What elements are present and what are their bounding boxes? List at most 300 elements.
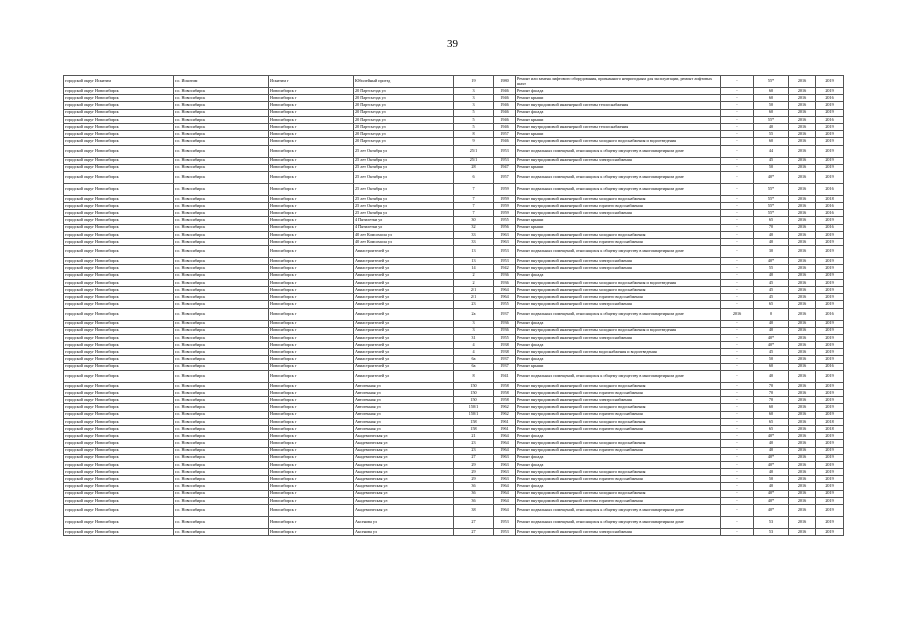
- year-cell: 1964: [494, 490, 516, 497]
- cost-cell: 45: [754, 157, 789, 164]
- settlement-cell: Новосибирск г: [269, 116, 354, 123]
- work-type-cell: Ремонт внутридомовой инженерной системы холодного водоснабжения и водоотведения: [516, 279, 721, 286]
- year-cell: 1964: [494, 286, 516, 293]
- settlement-cell: Новосибирск г: [269, 320, 354, 327]
- end-year-cell: 2019: [816, 131, 844, 138]
- municipality-cell: городской округ Новосибирск: [64, 123, 174, 130]
- street-cell: Авиастроителей ул: [354, 356, 454, 363]
- house-cell: 13: [454, 258, 494, 265]
- table-row: [64, 279, 844, 286]
- table-row: [64, 440, 844, 447]
- year-cell: 1980: [494, 76, 516, 88]
- street-cell: 20 Партсъезда ул: [354, 116, 454, 123]
- end-year-cell: 2018: [816, 425, 844, 432]
- city-cell: г.о. Новосибирск: [174, 411, 269, 418]
- start-year-cell: 2016: [789, 476, 816, 483]
- start-year-cell: 2016: [789, 529, 816, 536]
- year-cell: 1964: [494, 447, 516, 454]
- settlement-cell: Новосибирск г: [269, 433, 354, 440]
- col8-cell: -: [721, 356, 754, 363]
- col8-cell: -: [721, 433, 754, 440]
- municipality-cell: городской округ Новосибирск: [64, 505, 174, 517]
- end-year-cell: 2019: [816, 404, 844, 411]
- house-cell: 6а: [454, 363, 494, 370]
- start-year-cell: 2016: [789, 145, 816, 157]
- col8-cell: -: [721, 217, 754, 224]
- start-year-cell: 2016: [789, 517, 816, 529]
- cost-cell: 40*: [754, 454, 789, 461]
- municipality-cell: городской округ Новосибирск: [64, 279, 174, 286]
- house-cell: 27: [454, 529, 494, 536]
- start-year-cell: 2016: [789, 363, 816, 370]
- municipality-cell: городской округ Новосибирск: [64, 138, 174, 145]
- table-row: [64, 258, 844, 265]
- col8-cell: -: [721, 370, 754, 382]
- col8-cell: -: [721, 131, 754, 138]
- end-year-cell: 2019: [816, 490, 844, 497]
- start-year-cell: 2016: [789, 123, 816, 130]
- end-year-cell: 2019: [816, 171, 844, 183]
- settlement-cell: Новосибирск г: [269, 231, 354, 238]
- work-type-cell: Ремонт подвальных помещений, относящихся к общему имуществу в многоквартирном доме: [516, 246, 721, 258]
- street-cell: Автогенная ул: [354, 382, 454, 389]
- municipality-cell: городской округ Новосибирск: [64, 404, 174, 411]
- municipality-cell: городской округ Новосибирск: [64, 231, 174, 238]
- house-cell: 25/1: [454, 145, 494, 157]
- year-cell: 1953: [494, 529, 516, 536]
- settlement-cell: Новосибирск г: [269, 171, 354, 183]
- city-cell: г.о. Новосибирск: [174, 183, 269, 195]
- city-cell: г.о. Новосибирск: [174, 210, 269, 217]
- settlement-cell: Новосибирск г: [269, 272, 354, 279]
- table-row: [64, 157, 844, 164]
- start-year-cell: 2016: [789, 425, 816, 432]
- cost-cell: 50: [754, 102, 789, 109]
- municipality-cell: городской округ Новосибирск: [64, 447, 174, 454]
- start-year-cell: 2016: [789, 102, 816, 109]
- municipality-cell: городской округ Новосибирск: [64, 440, 174, 447]
- table-row: [64, 272, 844, 279]
- work-type-cell: Ремонт подвальных помещений, относящихся к общему имуществу в многоквартирном доме: [516, 145, 721, 157]
- table-row: [64, 483, 844, 490]
- year-cell: 1957: [494, 131, 516, 138]
- end-year-cell: 2019: [816, 258, 844, 265]
- table-row: [64, 116, 844, 123]
- end-year-cell: 2019: [816, 320, 844, 327]
- year-cell: 1946: [494, 116, 516, 123]
- house-cell: 29: [454, 469, 494, 476]
- municipality-cell: городской округ Новосибирск: [64, 461, 174, 468]
- city-cell: г.о. Новосибирск: [174, 294, 269, 301]
- cost-cell: 40: [754, 440, 789, 447]
- municipality-cell: городской округ Новосибирск: [64, 342, 174, 349]
- work-type-cell: Ремонт фасада: [516, 356, 721, 363]
- city-cell: г.о. Новосибирск: [174, 272, 269, 279]
- year-cell: 1959: [494, 195, 516, 202]
- city-cell: г.о. Новосибирск: [174, 404, 269, 411]
- street-cell: 20 Партсъезда ул: [354, 123, 454, 130]
- col8-cell: -: [721, 505, 754, 517]
- street-cell: 25 лет Октября ул: [354, 183, 454, 195]
- end-year-cell: 2019: [816, 397, 844, 404]
- start-year-cell: 2016: [789, 294, 816, 301]
- settlement-cell: Искитим г: [269, 76, 354, 88]
- house-cell: 36: [454, 497, 494, 504]
- table-row: [64, 294, 844, 301]
- col8-cell: -: [721, 203, 754, 210]
- municipality-cell: городской округ Новосибирск: [64, 131, 174, 138]
- start-year-cell: 2016: [789, 171, 816, 183]
- city-cell: г.о. Новосибирск: [174, 425, 269, 432]
- street-cell: Авиастроителей ул: [354, 294, 454, 301]
- municipality-cell: городской округ Новосибирск: [64, 382, 174, 389]
- cost-cell: 45: [754, 349, 789, 356]
- end-year-cell: 2019: [816, 497, 844, 504]
- work-type-cell: Ремонт подвальных помещений, относящихся к общему имуществу в многоквартирном доме: [516, 517, 721, 529]
- col8-cell: -: [721, 231, 754, 238]
- street-cell: Академическая ул: [354, 505, 454, 517]
- city-cell: г.о. Новосибирск: [174, 258, 269, 265]
- cost-cell: 40: [754, 469, 789, 476]
- end-year-cell: 2019: [816, 342, 844, 349]
- street-cell: Авиастроителей ул: [354, 327, 454, 334]
- cost-cell: 53: [754, 529, 789, 536]
- end-year-cell: 2019: [816, 265, 844, 272]
- start-year-cell: 2016: [789, 505, 816, 517]
- city-cell: г.о. Новосибирск: [174, 265, 269, 272]
- start-year-cell: 2016: [789, 88, 816, 95]
- street-cell: 20 Партсъезда ул: [354, 102, 454, 109]
- street-cell: Академическая ул: [354, 447, 454, 454]
- end-year-cell: 2019: [816, 109, 844, 116]
- year-cell: 1953: [494, 517, 516, 529]
- street-cell: 20 Партсъезда ул: [354, 88, 454, 95]
- municipality-cell: городской округ Новосибирск: [64, 308, 174, 320]
- table-row: [64, 171, 844, 183]
- end-year-cell: 2019: [816, 301, 844, 308]
- col8-cell: -: [721, 157, 754, 164]
- end-year-cell: 2019: [816, 76, 844, 88]
- street-cell: 40 лет Комсомола ул: [354, 239, 454, 246]
- municipality-cell: городской округ Новосибирск: [64, 286, 174, 293]
- city-cell: г.о. Новосибирск: [174, 497, 269, 504]
- table-row: [64, 370, 844, 382]
- year-cell: 1962: [494, 404, 516, 411]
- col8-cell: -: [721, 363, 754, 370]
- year-cell: 1938: [494, 349, 516, 356]
- city-cell: г.о. Новосибирск: [174, 469, 269, 476]
- house-cell: 6а: [454, 356, 494, 363]
- year-cell: 1946: [494, 123, 516, 130]
- start-year-cell: 2016: [789, 404, 816, 411]
- col8-cell: -: [721, 258, 754, 265]
- city-cell: г.о. Новосибирск: [174, 363, 269, 370]
- municipality-cell: городской округ Новосибирск: [64, 476, 174, 483]
- end-year-cell: 2019: [816, 505, 844, 517]
- table-row: [64, 349, 844, 356]
- col8-cell: -: [721, 183, 754, 195]
- municipality-cell: городской округ Новосибирск: [64, 210, 174, 217]
- work-type-cell: Ремонт крыши: [516, 363, 721, 370]
- col8-cell: -: [721, 109, 754, 116]
- start-year-cell: 2016: [789, 183, 816, 195]
- col8-cell: -: [721, 294, 754, 301]
- city-cell: г.о. Новосибирск: [174, 301, 269, 308]
- capital-repair-table: [63, 75, 844, 536]
- col8-cell: 2016: [721, 308, 754, 320]
- street-cell: 20 Партсъезда ул: [354, 131, 454, 138]
- start-year-cell: 2016: [789, 246, 816, 258]
- street-cell: 25 лет Октября ул: [354, 171, 454, 183]
- settlement-cell: Новосибирск г: [269, 390, 354, 397]
- end-year-cell: 2019: [816, 334, 844, 341]
- year-cell: 1959: [494, 183, 516, 195]
- work-type-cell: Ремонт крыши: [516, 116, 721, 123]
- municipality-cell: городской округ Новосибирск: [64, 397, 174, 404]
- house-cell: 150: [454, 390, 494, 397]
- cost-cell: 55*: [754, 195, 789, 202]
- cost-cell: 70: [754, 397, 789, 404]
- end-year-cell: 2019: [816, 88, 844, 95]
- col8-cell: -: [721, 145, 754, 157]
- year-cell: 1963: [494, 239, 516, 246]
- work-type-cell: Ремонт подвальных помещений, относящихся к общему имуществу в многоквартирном доме: [516, 505, 721, 517]
- end-year-cell: 2019: [816, 164, 844, 171]
- settlement-cell: Новосибирск г: [269, 164, 354, 171]
- end-year-cell: 2016: [816, 116, 844, 123]
- start-year-cell: 2016: [789, 210, 816, 217]
- year-cell: 1959: [494, 210, 516, 217]
- cost-cell: 40: [754, 231, 789, 238]
- work-type-cell: Ремонт внутридомовой инженерной системы горячего водоснабжения: [516, 497, 721, 504]
- start-year-cell: 2016: [789, 301, 816, 308]
- page-number: 39: [447, 38, 458, 50]
- cost-cell: 60: [754, 109, 789, 116]
- end-year-cell: 2019: [816, 138, 844, 145]
- city-cell: г.о. Новосибирск: [174, 279, 269, 286]
- cost-cell: 65: [754, 301, 789, 308]
- year-cell: 1953: [494, 246, 516, 258]
- col8-cell: -: [721, 210, 754, 217]
- year-cell: 1936: [494, 320, 516, 327]
- start-year-cell: 2016: [789, 320, 816, 327]
- street-cell: 25 лет Октября ул: [354, 210, 454, 217]
- street-cell: Академическая ул: [354, 490, 454, 497]
- end-year-cell: 2016: [816, 308, 844, 320]
- city-cell: г.о. Новосибирск: [174, 320, 269, 327]
- house-cell: 29: [454, 461, 494, 468]
- settlement-cell: Новосибирск г: [269, 454, 354, 461]
- col8-cell: -: [721, 483, 754, 490]
- table-row: [64, 342, 844, 349]
- work-type-cell: Ремонт крыши: [516, 95, 721, 102]
- work-type-cell: Ремонт крыши: [516, 217, 721, 224]
- house-cell: 2/1: [454, 294, 494, 301]
- work-type-cell: Ремонт фасада: [516, 433, 721, 440]
- end-year-cell: 2019: [816, 476, 844, 483]
- year-cell: 1955: [494, 217, 516, 224]
- end-year-cell: 2019: [816, 102, 844, 109]
- end-year-cell: 2019: [816, 279, 844, 286]
- street-cell: Автогенная ул: [354, 411, 454, 418]
- table-row: [64, 476, 844, 483]
- start-year-cell: 2016: [789, 327, 816, 334]
- house-cell: 36: [454, 483, 494, 490]
- house-cell: 33: [454, 239, 494, 246]
- work-type-cell: Ремонт фасада: [516, 88, 721, 95]
- col8-cell: -: [721, 497, 754, 504]
- table-row: [64, 433, 844, 440]
- start-year-cell: 2016: [789, 286, 816, 293]
- municipality-cell: городской округ Новосибирск: [64, 454, 174, 461]
- year-cell: 1946: [494, 88, 516, 95]
- year-cell: 1946: [494, 109, 516, 116]
- end-year-cell: 2019: [816, 411, 844, 418]
- house-cell: 33: [454, 231, 494, 238]
- house-cell: 8: [454, 370, 494, 382]
- house-cell: 29: [454, 476, 494, 483]
- year-cell: 1963: [494, 476, 516, 483]
- end-year-cell: 2019: [816, 447, 844, 454]
- work-type-cell: Ремонт внутридомовой инженерной системы горячего водоснабжения: [516, 203, 721, 210]
- settlement-cell: Новосибирск г: [269, 123, 354, 130]
- end-year-cell: 2019: [816, 356, 844, 363]
- col8-cell: -: [721, 404, 754, 411]
- year-cell: 1936: [494, 327, 516, 334]
- table-row: [64, 529, 844, 536]
- col8-cell: -: [721, 224, 754, 231]
- house-cell: 158: [454, 425, 494, 432]
- start-year-cell: 2016: [789, 497, 816, 504]
- municipality-cell: городской округ Новосибирск: [64, 258, 174, 265]
- settlement-cell: Новосибирск г: [269, 308, 354, 320]
- col8-cell: -: [721, 440, 754, 447]
- year-cell: 1963: [494, 461, 516, 468]
- house-cell: 3: [454, 95, 494, 102]
- settlement-cell: Новосибирск г: [269, 88, 354, 95]
- municipality-cell: городской округ Новосибирск: [64, 102, 174, 109]
- end-year-cell: 2019: [816, 239, 844, 246]
- table-row: [64, 109, 844, 116]
- municipality-cell: городской округ Новосибирск: [64, 195, 174, 202]
- col8-cell: -: [721, 195, 754, 202]
- house-cell: 4: [454, 342, 494, 349]
- work-type-cell: Ремонт внутридомовой инженерной системы горячего водоснабжения: [516, 476, 721, 483]
- work-type-cell: Ремонт крыши: [516, 224, 721, 231]
- municipality-cell: городской округ Новосибирск: [64, 483, 174, 490]
- city-cell: г.о. Новосибирск: [174, 440, 269, 447]
- house-cell: 2а: [454, 308, 494, 320]
- start-year-cell: 2016: [789, 164, 816, 171]
- cost-cell: 40: [754, 239, 789, 246]
- col8-cell: -: [721, 461, 754, 468]
- municipality-cell: городской округ Новосибирск: [64, 239, 174, 246]
- house-cell: 3: [454, 320, 494, 327]
- start-year-cell: 2016: [789, 272, 816, 279]
- col8-cell: -: [721, 102, 754, 109]
- municipality-cell: городской округ Новосибирск: [64, 356, 174, 363]
- col8-cell: -: [721, 279, 754, 286]
- house-cell: 38: [454, 505, 494, 517]
- year-cell: 1946: [494, 102, 516, 109]
- end-year-cell: 2016: [816, 203, 844, 210]
- end-year-cell: 2019: [816, 294, 844, 301]
- col8-cell: -: [721, 418, 754, 425]
- table-row: [64, 382, 844, 389]
- street-cell: 20 Партсъезда ул: [354, 109, 454, 116]
- start-year-cell: 2016: [789, 440, 816, 447]
- cost-cell: 50: [754, 356, 789, 363]
- settlement-cell: Новосибирск г: [269, 342, 354, 349]
- work-type-cell: Ремонт подвальных помещений, относящихся к общему имуществу в многоквартирном доме: [516, 308, 721, 320]
- end-year-cell: 2019: [816, 390, 844, 397]
- house-cell: 25/1: [454, 157, 494, 164]
- end-year-cell: 2019: [816, 440, 844, 447]
- table-row: [64, 308, 844, 320]
- settlement-cell: Новосибирск г: [269, 356, 354, 363]
- settlement-cell: Новосибирск г: [269, 95, 354, 102]
- house-cell: 27: [454, 517, 494, 529]
- house-cell: 5: [454, 123, 494, 130]
- street-cell: Автогенная ул: [354, 425, 454, 432]
- year-cell: 1964: [494, 440, 516, 447]
- col8-cell: -: [721, 286, 754, 293]
- table-row: [64, 246, 844, 258]
- work-type-cell: Ремонт фасада: [516, 461, 721, 468]
- street-cell: Аксенова ул: [354, 529, 454, 536]
- end-year-cell: 2019: [816, 157, 844, 164]
- settlement-cell: Новосибирск г: [269, 411, 354, 418]
- settlement-cell: Новосибирск г: [269, 517, 354, 529]
- municipality-cell: городской округ Новосибирск: [64, 88, 174, 95]
- work-type-cell: Ремонт внутридомовой инженерной системы теплоснабжения: [516, 102, 721, 109]
- municipality-cell: городской округ Новосибирск: [64, 411, 174, 418]
- table-row: [64, 390, 844, 397]
- settlement-cell: Новосибирск г: [269, 461, 354, 468]
- cost-cell: 55: [754, 265, 789, 272]
- cost-cell: 40: [754, 370, 789, 382]
- house-cell: 27: [454, 454, 494, 461]
- start-year-cell: 2016: [789, 131, 816, 138]
- street-cell: Авиастроителей ул: [354, 363, 454, 370]
- table-row: [64, 397, 844, 404]
- city-cell: г.о. Новосибирск: [174, 370, 269, 382]
- end-year-cell: 2016: [816, 95, 844, 102]
- cost-cell: 70: [754, 224, 789, 231]
- work-type-cell: Ремонт внутридомовой инженерной системы горячего водоснабжения: [516, 425, 721, 432]
- city-cell: г.о. Новосибирск: [174, 109, 269, 116]
- year-cell: 1941: [494, 370, 516, 382]
- end-year-cell: 2019: [816, 217, 844, 224]
- street-cell: Академическая ул: [354, 476, 454, 483]
- municipality-cell: городской округ Новосибирск: [64, 217, 174, 224]
- year-cell: 1955: [494, 334, 516, 341]
- table-row: [64, 404, 844, 411]
- table-row: [64, 145, 844, 157]
- work-type-cell: Ремонт внутридомовой инженерной системы электроснабжения: [516, 157, 721, 164]
- work-type-cell: Ремонт фасада: [516, 109, 721, 116]
- year-cell: 1962: [494, 411, 516, 418]
- settlement-cell: Новосибирск г: [269, 109, 354, 116]
- city-cell: г.о. Новосибирск: [174, 476, 269, 483]
- start-year-cell: 2016: [789, 203, 816, 210]
- city-cell: г.о. Новосибирск: [174, 517, 269, 529]
- municipality-cell: городской округ Новосибирск: [64, 116, 174, 123]
- house-cell: 36: [454, 490, 494, 497]
- cost-cell: 40*: [754, 334, 789, 341]
- end-year-cell: 2019: [816, 469, 844, 476]
- cost-cell: 40*: [754, 497, 789, 504]
